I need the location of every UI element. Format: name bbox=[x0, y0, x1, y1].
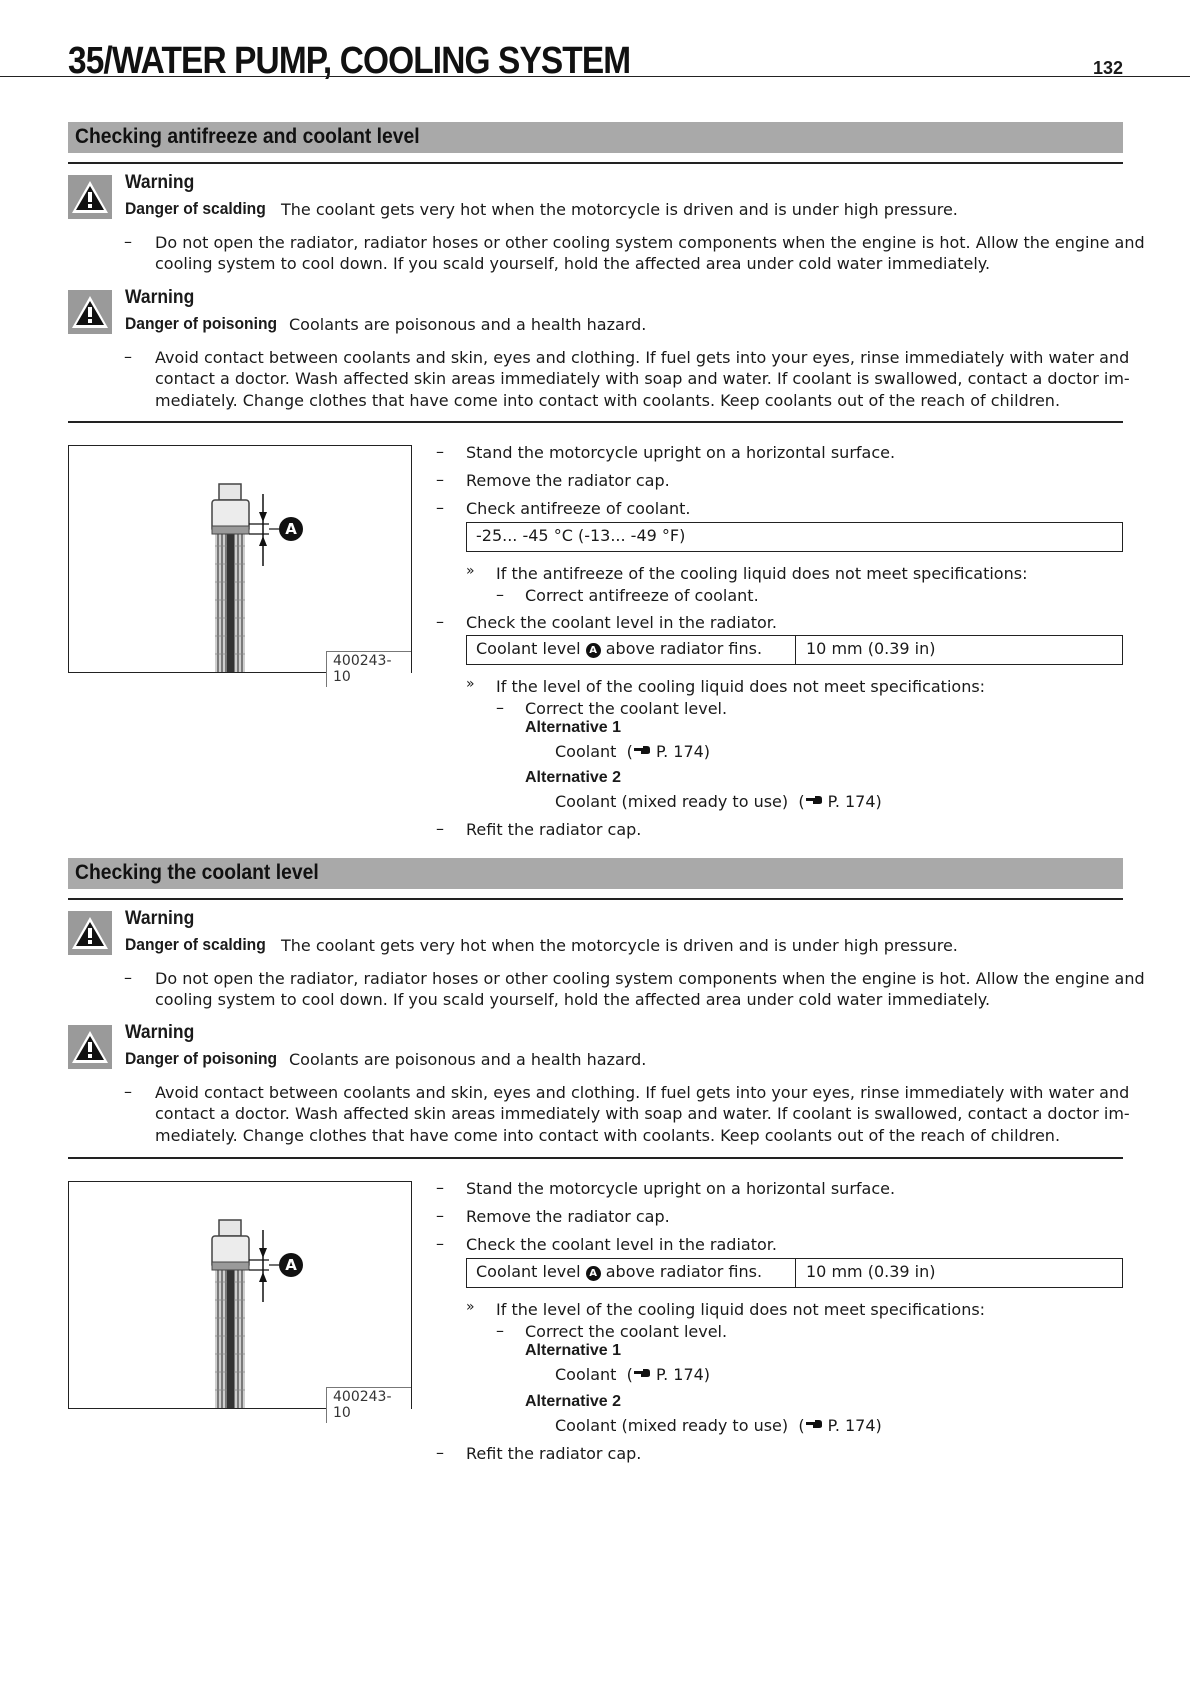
section-heading bbox=[68, 858, 1123, 889]
warning-icon bbox=[68, 911, 112, 955]
reference-open-paren: ( bbox=[798, 792, 805, 811]
warning-label: Danger of poisoning bbox=[125, 314, 278, 333]
condition-text: If the level of the cooling liquid does not meet specifications: bbox=[496, 1300, 986, 1319]
warning-instruction-line: Do not open the radiator, radiator hoses or other cooling system components when the engine is hot. Allow the engine and bbox=[155, 233, 1145, 252]
spec-label-cell bbox=[467, 636, 796, 664]
radiator-figure bbox=[68, 445, 412, 685]
figure-label: 400243-10 bbox=[326, 651, 411, 687]
warning-label: Danger of scalding bbox=[125, 935, 266, 954]
condition-marker: » bbox=[466, 563, 475, 579]
warning-instruction-line: Avoid contact between coolants and skin, eyes and clothing. If fuel gets into your eyes, rinse immediately with water and bbox=[155, 348, 1130, 367]
alternative-item bbox=[555, 1415, 882, 1437]
condition-marker: » bbox=[466, 676, 475, 692]
alternative-item bbox=[555, 791, 882, 813]
alternative-item-name: Coolant bbox=[555, 1365, 617, 1384]
spec-label-post: above radiator fins. bbox=[605, 1262, 763, 1281]
alternative-item bbox=[555, 1364, 710, 1386]
section-rule bbox=[68, 1157, 1123, 1159]
marker-badge: A bbox=[586, 643, 601, 658]
warning-instruction-line: cooling system to cool down. If you scald yourself, hold the affected area under cold water immediately. bbox=[155, 254, 991, 273]
bullet-dash: – bbox=[124, 968, 132, 987]
spec-value: 10 mm (0.39 in) bbox=[806, 639, 936, 658]
bullet-dash: – bbox=[496, 1321, 504, 1340]
warning-text: The coolant gets very hot when the motorcycle is driven and is under high pressure. bbox=[281, 936, 958, 955]
pointing-hand-icon bbox=[633, 745, 651, 755]
warning-instruction-line: contact a doctor. Wash affected skin areas immediately with soap and water. If coolant is swallowed, contact a doctor im- bbox=[155, 1104, 1130, 1123]
reference-open-paren: ( bbox=[626, 742, 633, 761]
section-heading bbox=[68, 122, 1123, 153]
warning-icon bbox=[68, 175, 112, 219]
action-text: Correct the coolant level. bbox=[525, 699, 728, 718]
coolant-level-spec-table bbox=[466, 635, 1123, 665]
step-text: Stand the motorcycle upright on a horizontal surface. bbox=[466, 443, 896, 462]
bullet-dash: – bbox=[436, 1234, 444, 1253]
step-text: Check the coolant level in the radiator. bbox=[466, 1235, 777, 1254]
warning-instruction-line: mediately. Change clothes that have come into contact with coolants. Keep coolants out of the reach of children. bbox=[155, 391, 1061, 410]
alternative-title: Alternative 2 bbox=[525, 769, 622, 786]
bullet-dash: – bbox=[124, 232, 132, 251]
antifreeze-spec-box bbox=[466, 522, 1123, 552]
figure-marker: A bbox=[285, 520, 297, 538]
warning-text: Coolants are poisonous and a health hazard. bbox=[289, 315, 647, 334]
coolant-level-spec-table bbox=[466, 1258, 1123, 1288]
warning-text: The coolant gets very hot when the motorcycle is driven and is under high pressure. bbox=[281, 200, 958, 219]
spec-label-pre: Coolant level bbox=[476, 639, 581, 658]
spec-label bbox=[476, 1262, 762, 1281]
alternative-title: Alternative 1 bbox=[525, 1342, 622, 1359]
bullet-dash: – bbox=[124, 347, 132, 366]
page-number: 132 bbox=[1093, 58, 1124, 78]
spec-value: 10 mm (0.39 in) bbox=[806, 1262, 936, 1281]
pointing-hand-icon bbox=[805, 795, 823, 805]
action-text: Correct antifreeze of coolant. bbox=[525, 586, 759, 605]
warning-instruction-line: contact a doctor. Wash affected skin areas immediately with soap and water. If coolant is swallowed, contact a doctor im- bbox=[155, 369, 1130, 388]
warning-text: Coolants are poisonous and a health hazard. bbox=[289, 1050, 647, 1069]
bullet-dash: – bbox=[496, 585, 504, 604]
page-reference[interactable]: P. 174) bbox=[655, 742, 711, 761]
warning-title: Warning bbox=[125, 172, 195, 193]
warning-instruction-line: Avoid contact between coolants and skin, eyes and clothing. If fuel gets into your eyes, rinse immediately with water and bbox=[155, 1083, 1130, 1102]
radiator-diagram bbox=[69, 1182, 411, 1408]
pointing-hand-icon bbox=[633, 1368, 651, 1378]
step-text: Refit the radiator cap. bbox=[466, 820, 642, 839]
step-text: Refit the radiator cap. bbox=[466, 1444, 642, 1463]
section-rule bbox=[68, 162, 1123, 164]
header-divider bbox=[0, 76, 1190, 77]
warning-title: Warning bbox=[125, 1022, 195, 1043]
alternative-title: Alternative 1 bbox=[525, 719, 622, 736]
page-reference[interactable]: P. 174) bbox=[827, 792, 882, 811]
bullet-dash: – bbox=[436, 1443, 444, 1462]
bullet-dash: – bbox=[436, 1206, 444, 1225]
condition-text: If the level of the cooling liquid does not meet specifications: bbox=[496, 677, 986, 696]
step-text: Check the coolant level in the radiator. bbox=[466, 613, 777, 632]
warning-label: Danger of poisoning bbox=[125, 1049, 278, 1068]
spec-label-post: above radiator fins. bbox=[605, 639, 763, 658]
section-rule bbox=[68, 421, 1123, 423]
section-title: Checking the coolant level bbox=[75, 861, 319, 884]
figure-marker: A bbox=[285, 1256, 297, 1274]
spec-label bbox=[476, 639, 762, 658]
bullet-dash: – bbox=[436, 1178, 444, 1197]
radiator-diagram bbox=[69, 446, 411, 672]
marker-badge: A bbox=[586, 1266, 601, 1281]
action-text: Correct the coolant level. bbox=[525, 1322, 728, 1341]
warning-label: Danger of scalding bbox=[125, 199, 266, 218]
alternative-title: Alternative 2 bbox=[525, 1393, 622, 1410]
warning-instruction-line: cooling system to cool down. If you scald yourself, hold the affected area under cold water immediately. bbox=[155, 990, 991, 1009]
spec-label-pre: Coolant level bbox=[476, 1262, 581, 1281]
warning-instruction-line: mediately. Change clothes that have come into contact with coolants. Keep coolants out of the reach of children. bbox=[155, 1126, 1061, 1145]
reference-open-paren: ( bbox=[798, 1416, 805, 1435]
step-text: Check antifreeze of coolant. bbox=[466, 499, 691, 518]
antifreeze-spec: -25... -45 °C (-13... -49 °F) bbox=[476, 526, 686, 545]
alternative-item-name: Coolant (mixed ready to use) bbox=[555, 1416, 789, 1435]
warning-icon bbox=[68, 290, 112, 334]
reference-open-paren: ( bbox=[626, 1365, 633, 1384]
pointing-hand-icon bbox=[805, 1419, 823, 1429]
warning-title: Warning bbox=[125, 908, 195, 929]
page-title: 35/WATER PUMP, COOLING SYSTEM bbox=[68, 40, 631, 82]
alternative-item bbox=[555, 741, 710, 763]
step-text: Stand the motorcycle upright on a horizontal surface. bbox=[466, 1179, 896, 1198]
condition-marker: » bbox=[466, 1299, 475, 1315]
section-title: Checking antifreeze and coolant level bbox=[75, 125, 420, 148]
warning-instruction-line: Do not open the radiator, radiator hoses or other cooling system components when the engine is hot. Allow the engine and bbox=[155, 969, 1145, 988]
bullet-dash: – bbox=[436, 470, 444, 489]
bullet-dash: – bbox=[436, 442, 444, 461]
figure-label: 400243-10 bbox=[326, 1387, 411, 1423]
bullet-dash: – bbox=[436, 612, 444, 631]
section-rule bbox=[68, 898, 1123, 900]
page-reference[interactable]: P. 174) bbox=[827, 1416, 882, 1435]
spec-label-cell bbox=[467, 1259, 796, 1287]
page-reference[interactable]: P. 174) bbox=[655, 1365, 711, 1384]
radiator-figure bbox=[68, 1181, 412, 1421]
step-text: Remove the radiator cap. bbox=[466, 1207, 670, 1226]
bullet-dash: – bbox=[436, 819, 444, 838]
step-text: Remove the radiator cap. bbox=[466, 471, 670, 490]
bullet-dash: – bbox=[124, 1082, 132, 1101]
warning-title: Warning bbox=[125, 287, 195, 308]
condition-text: If the antifreeze of the cooling liquid does not meet specifications: bbox=[496, 564, 1028, 583]
warning-icon bbox=[68, 1025, 112, 1069]
alternative-item-name: Coolant (mixed ready to use) bbox=[555, 792, 789, 811]
alternative-item-name: Coolant bbox=[555, 742, 617, 761]
bullet-dash: – bbox=[496, 698, 504, 717]
bullet-dash: – bbox=[436, 498, 444, 517]
